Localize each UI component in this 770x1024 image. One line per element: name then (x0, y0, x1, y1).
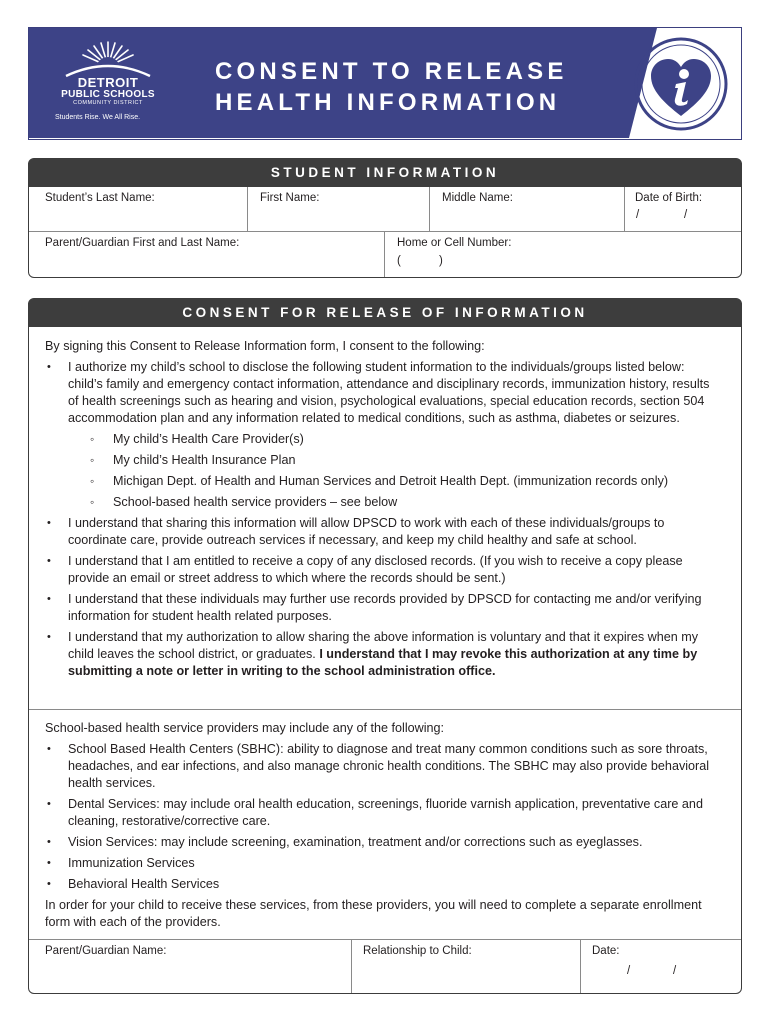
date-slash: / (673, 965, 677, 977)
consent-intro: By signing this Consent to Release Information form, I consent to the following: (45, 339, 485, 353)
divider (29, 939, 741, 940)
list-item: ◦ School-based health service providers – see below (68, 494, 721, 511)
logo-line2: PUBLIC SCHOOLS (61, 89, 155, 100)
providers-intro: School-based health service providers may include any of the following: (45, 721, 445, 735)
dpscd-logo (43, 38, 173, 133)
list-item: • Behavioral Health Services (45, 876, 721, 893)
page-title (215, 56, 568, 118)
list-item: • I understand that sharing this information will allow DPSCD to work with each of these individuals/groups to coordinate care, provide outreach services if necessary, and keep my child healthy and safe at school. (45, 515, 721, 549)
student-info-panel (28, 158, 742, 278)
consent-heading: CONSENT FOR RELEASE OF INFORMATION (29, 299, 741, 327)
logo-line1: DETROIT (77, 75, 139, 90)
dob-slash: / (684, 209, 688, 221)
list-item (45, 629, 721, 680)
divider (624, 187, 625, 231)
title-line2: HEALTH INFORMATION (215, 89, 561, 116)
divider (384, 231, 385, 277)
consent-bullet-text: I authorize my child’s school to disclose the following student information to the individuals/groups listed below: child’s family and emergency contact information, attendance and disciplinary records, immunization history, results of health screenings such as hearing and vision, psychological evaluations, special education records, section 504 accommodation plan and any information related to medical conditions, such as asthma, diabetes or seizures. (68, 360, 710, 425)
form-header (28, 27, 742, 140)
sunrise-logo-icon (58, 38, 158, 78)
list-item: • School Based Health Centers (SBHC): ability to diagnose and treat many common conditions such as sore throats, headaches, and ear infections, and also manage chronic health conditions. The SBHC may also provide behavioral health services. (45, 741, 721, 792)
relationship-field[interactable]: Relationship to Child: (363, 945, 472, 957)
divider (429, 187, 430, 231)
date-slash: / (627, 965, 631, 977)
list-item: • I understand that these individuals may further use records provided by DPSCD for contacting me and/or verifying information for student health related purposes. (45, 591, 721, 625)
revocation-notice: I understand that I may revoke this authorization at any time by submitting a note or letter in writing to the school administration office. (68, 647, 698, 678)
phone-paren: ) (439, 255, 443, 267)
info-heart-icon (633, 36, 729, 132)
providers-text (45, 720, 721, 931)
date-field[interactable]: Date: (592, 945, 620, 957)
logo-tagline: Students Rise. We All Rise. (55, 114, 141, 121)
list-item: • I understand that I am entitled to receive a copy of any disclosed records. (If you wish to receive a copy please provide an email or street address to which where the records should be sent.) (45, 553, 721, 587)
list-item: ◦ My child’s Health Care Provider(s) (68, 431, 721, 448)
last-name-field[interactable]: Student’s Last Name: (45, 192, 155, 204)
recipient-list (68, 431, 721, 511)
list-item: ◦ My child’s Health Insurance Plan (68, 452, 721, 469)
divider (351, 939, 352, 993)
guardian-name-field[interactable]: Parent/Guardian First and Last Name: (45, 237, 240, 249)
title-line1: CONSENT TO RELEASE (215, 58, 568, 85)
phone-paren: ( (397, 255, 401, 267)
list-item: • Dental Services: may include oral health education, screenings, fluoride varnish application, preventative care and cleaning, restorative/corrective care. (45, 796, 721, 830)
list-item: ◦ Michigan Dept. of Health and Human Services and Detroit Health Dept. (immunization records only) (68, 473, 721, 490)
first-name-field[interactable]: First Name: (260, 192, 320, 204)
consent-bullet-text: I understand that my authorization to allow sharing the above information is voluntary and that it expires when my child leaves the school district, or graduates. (68, 630, 699, 661)
list-item: • Vision Services: may include screening, examination, treatment and/or corrections such as eyeglasses. (45, 834, 721, 851)
middle-name-field[interactable]: Middle Name: (442, 192, 513, 204)
divider (247, 187, 248, 231)
student-info-heading: STUDENT INFORMATION (29, 159, 741, 187)
dob-field[interactable]: Date of Birth: (635, 192, 703, 204)
guardian-signature-name-field[interactable]: Parent/Guardian Name: (45, 945, 167, 957)
list-item: • Immunization Services (45, 855, 721, 872)
header-band (29, 28, 629, 138)
logo-line3: COMMUNITY DISTRICT (73, 100, 143, 106)
divider (580, 939, 581, 993)
divider (29, 231, 741, 232)
divider (29, 709, 741, 710)
list-item (45, 359, 721, 511)
providers-closing: In order for your child to receive these services, from these providers, you will need to complete a separate enrollment form with each of the providers. (45, 898, 702, 929)
dob-slash: / (636, 209, 640, 221)
consent-panel (28, 298, 742, 994)
consent-text (45, 338, 721, 680)
phone-field[interactable]: Home or Cell Number: (397, 237, 512, 249)
